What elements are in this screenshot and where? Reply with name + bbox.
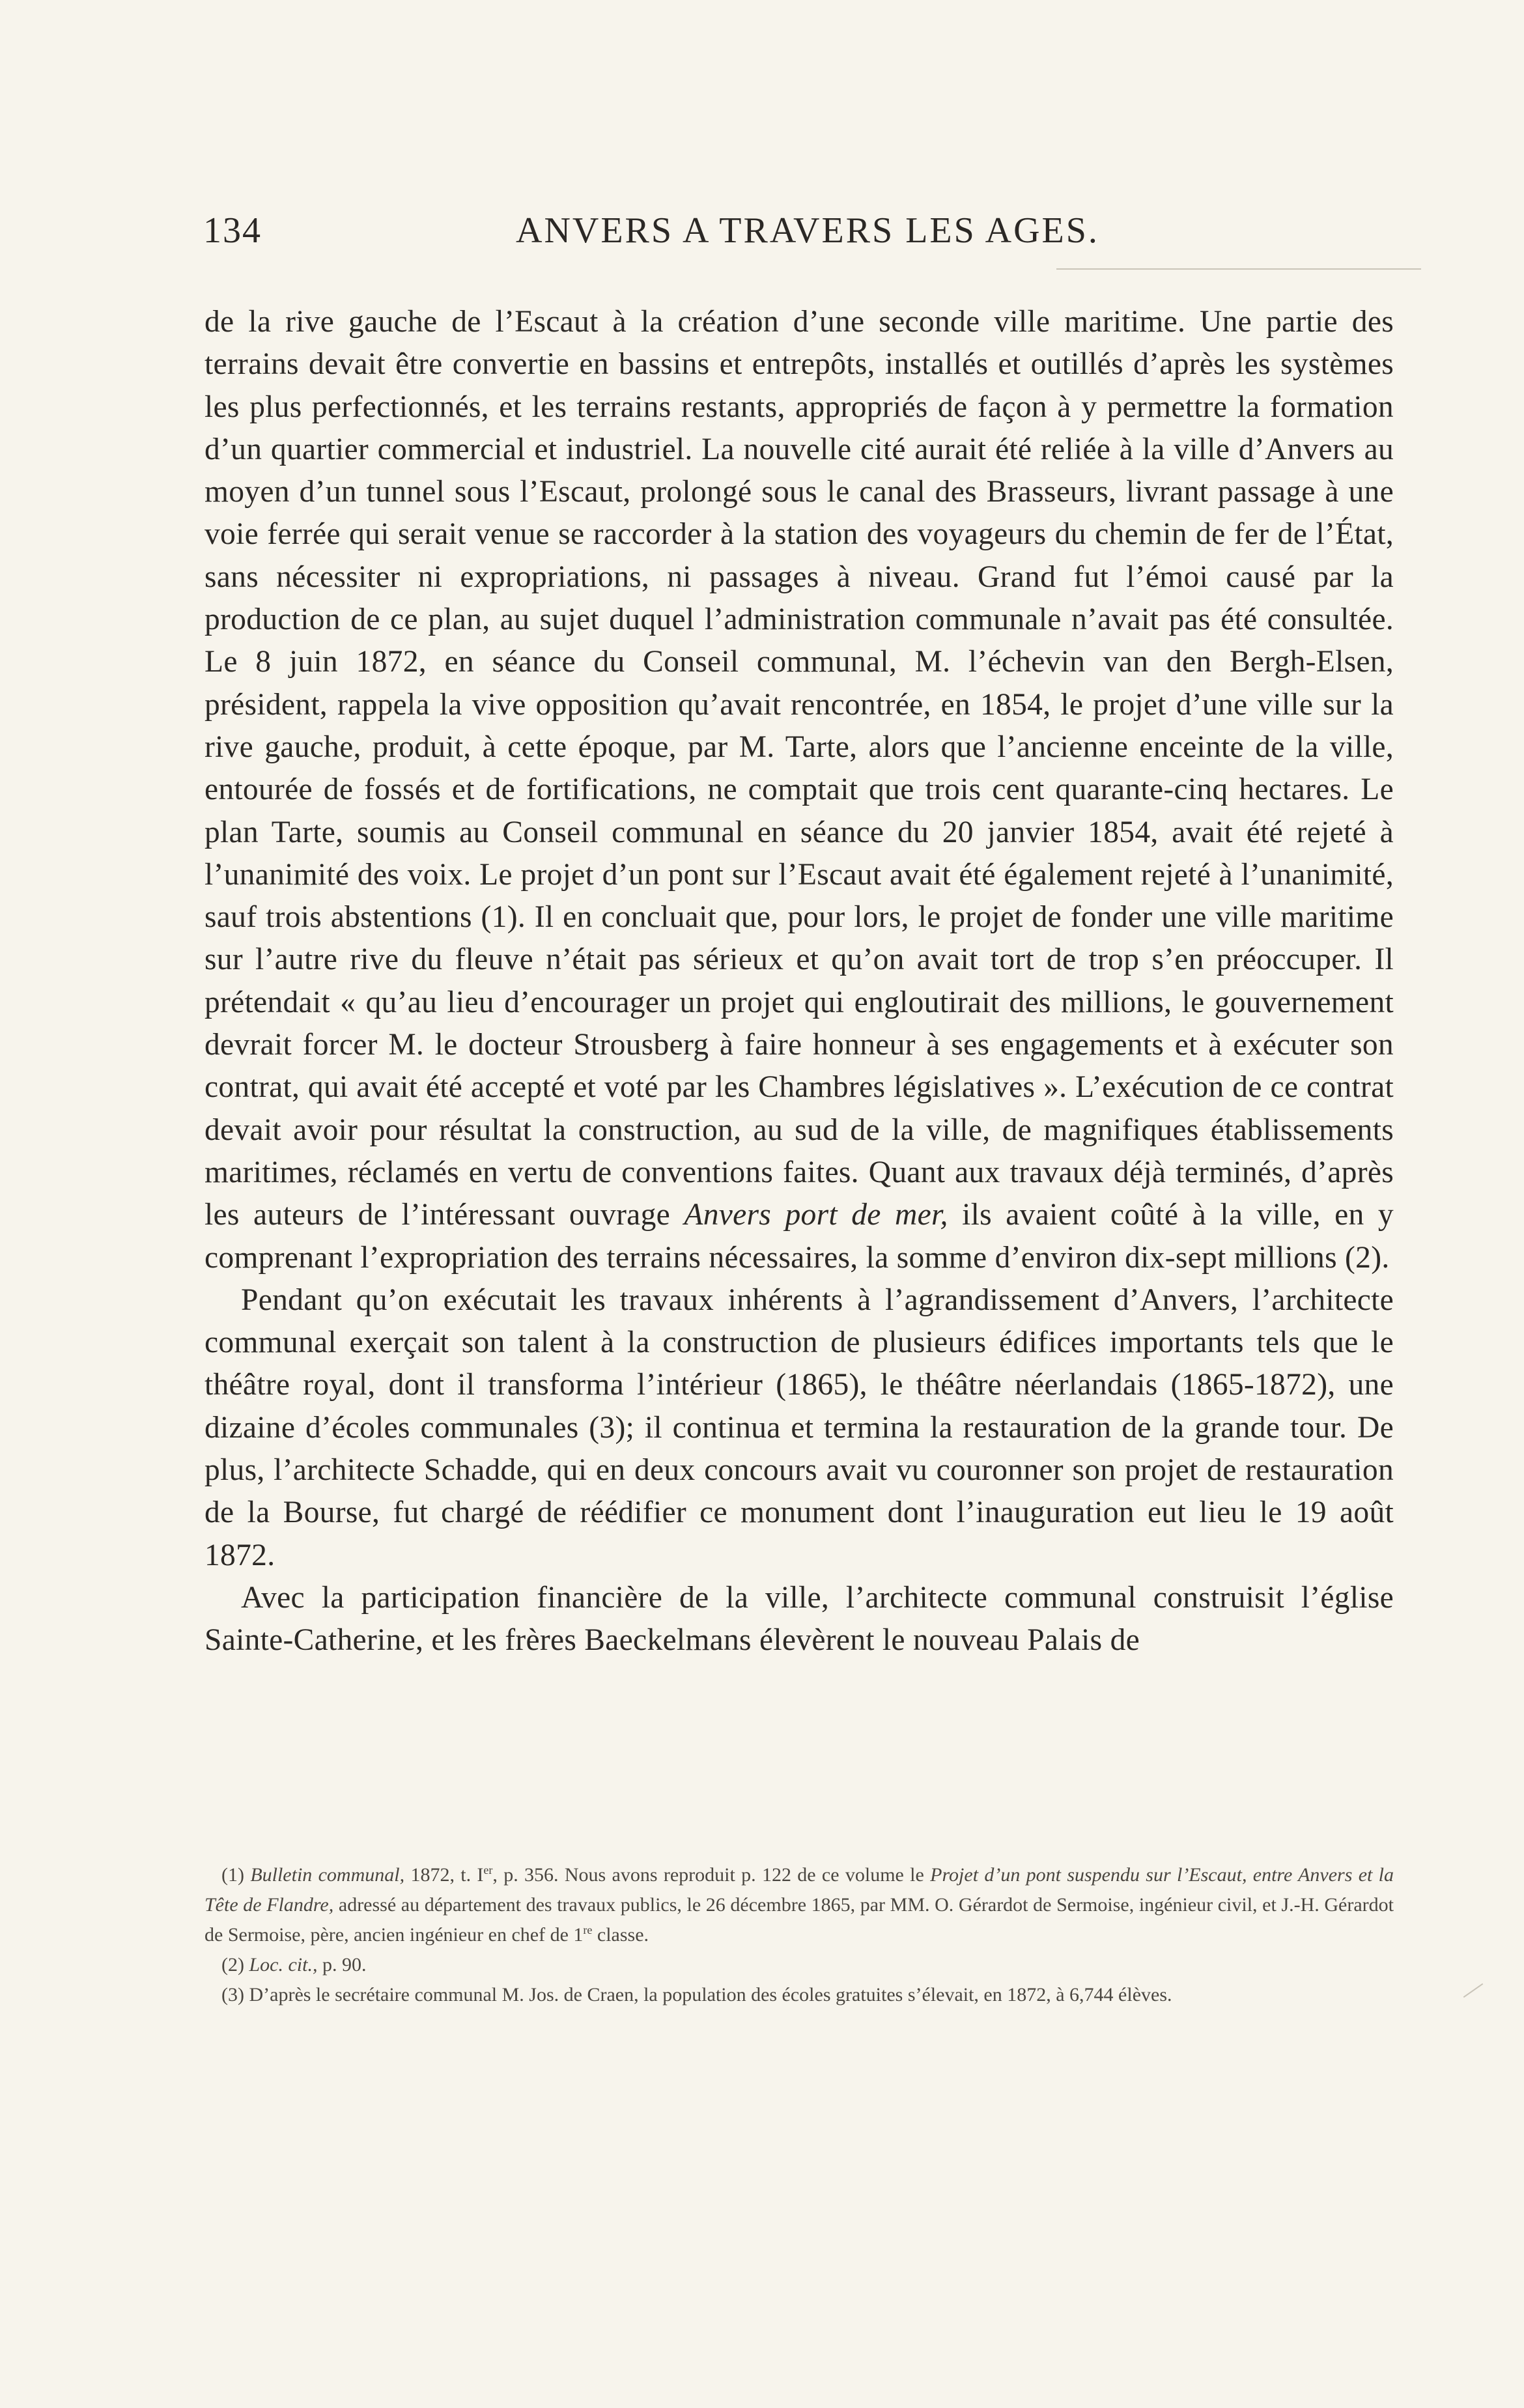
footnote-1-italic-1: Bulletin communal, — [250, 1864, 405, 1886]
footnote-1-sup-1: er — [483, 1863, 493, 1877]
footnote-1-text-3: adressé au département des travaux publics, le 26 décembre 1865, par MM. O. Gérardot de Sermoise, ingénieur civil, et J.-H. Gérardot de Sermoise, père, ancien ingénieur en chef de 1 — [205, 1894, 1394, 1946]
paragraph-1 — [205, 301, 1394, 1279]
running-title: ANVERS A TRAVERS LES AGES. — [516, 210, 1099, 251]
footnote-3-text: D’après le secrétaire communal M. Jos. de Craen, la population des écoles gratuites s’élevait, en 1872, à 6,744 élèves. — [249, 1984, 1172, 2005]
footnote-1-text-4: classe. — [597, 1924, 649, 1946]
footnote-2-number: (2) — [221, 1954, 244, 1976]
footnote-1 — [205, 1860, 1394, 1950]
footnote-1-text-1: 1872, t. I — [410, 1864, 484, 1886]
footnote-2-text: p. 90. — [322, 1954, 367, 1976]
footnote-1-italic-2: Projet d’un pont suspendu sur l’Escaut, entre Anvers et la Tête de Flandre, — [205, 1864, 1394, 1916]
footnote-2 — [205, 1950, 1394, 1980]
body-text — [205, 301, 1394, 1662]
footnotes — [205, 1860, 1394, 2010]
page-number: 134 — [203, 210, 262, 251]
footnote-1-sup-2: re — [583, 1923, 593, 1936]
header-rule — [1056, 268, 1421, 270]
paragraph-3: Avec la participation financière de la ville, l’architecte communal construisit l’église Sainte-Catherine, et les frères Baeckelmans élevèrent le nouveau Palais de — [205, 1580, 1394, 1658]
paragraph-1-end: ils avaient coûté à la ville, en y comprenant l’expropriation des terrains nécessaires, la somme d’environ dix-sept millions (2). — [205, 1198, 1394, 1275]
footnote-3 — [205, 1980, 1394, 2010]
page-corner-mark — [1463, 1983, 1484, 1998]
footnote-3-number: (3) — [221, 1984, 244, 2005]
paragraph-1-text: de la rive gauche de l’Escaut à la création d’une seconde ville maritime. Une partie des terrains devait être convertie en bassins et entrepôts, installés et outillés d’après les systèmes les plus perfectionnés, et les terrains restants, appropriés de façon à y permettre la formation d’un quartier commercial et industriel. La nouvelle cité aurait été reliée à la ville d’Anvers au moyen d’un tunnel sous l’Escaut, prolongé sous le canal des Brasseurs, livrant passage à une voie ferrée qui serait venue se raccorder à la station des voyageurs du chemin de fer de l’État, sans nécessiter ni expropriations, ni passages à niveau. Grand fut l’émoi causé par la production de ce plan, au sujet duquel l’administration communale n’avait pas été consultée. Le 8 juin 1872, en séance du Conseil communal, M. l’échevin van den Bergh-Elsen, président, rappela la vive opposition qu’avait rencontrée, en 1854, le projet d’une ville sur la rive gauche, produit, à cette époque, par M. Tarte, alors que l’ancienne enceinte de la ville, entourée de fossés et de fortifications, ne comptait que trois cent quarante-cinq hectares. Le plan Tarte, soumis au Conseil communal en séance du 20 janvier 1854, avait été rejeté à l’unanimité des voix. Le projet d’un pont sur l’Escaut avait été également rejeté à l’unanimité, sauf trois abstentions (1). Il en concluait que, pour lors, le projet de fonder une ville maritime sur l’autre rive du fleuve n’était pas sérieux et qu’on avait tort de trop s’en préoccuper. Il prétendait « qu’au lieu d’encourager un projet qui engloutirait des millions, le gouvernement devrait forcer M. le docteur Strousberg à faire honneur à ses engagements et à exécuter son contrat, qui avait été accepté et voté par les Chambres législatives ». L’exécution de ce contrat devait avoir pour résultat la construction, au sud de la ville, de magnifiques établissements maritimes, réclamés en vertu de conventions faites. Quant aux travaux déjà terminés, d’après les auteurs de l’intéressant ouvrage — [205, 305, 1394, 1232]
footnote-2-italic: Loc. cit., — [249, 1954, 318, 1976]
page-header — [203, 210, 1421, 262]
book-title-italic: Anvers port de mer, — [684, 1198, 948, 1232]
footnote-1-number: (1) — [221, 1864, 244, 1886]
paragraph-2: Pendant qu’on exécutait les travaux inhérents à l’agrandissement d’Anvers, l’architecte communal exerçait son talent à la construction de plusieurs édifices importants tels que le théâtre royal, dont il transforma l’intérieur (1865), le théâtre néerlandais (1865-1872), une dizaine d’écoles communales (3); il continua et termina la restauration de la grande tour. De plus, l’architecte Schadde, qui en deux concours avait vu couronner son projet de restauration de la Bourse, fut chargé de réédifier ce monument dont l’inauguration eut lieu le 19 août 1872. — [205, 1282, 1394, 1572]
footnote-1-text-2: , p. 356. Nous avons reproduit p. 122 de ce volume le — [492, 1864, 924, 1886]
